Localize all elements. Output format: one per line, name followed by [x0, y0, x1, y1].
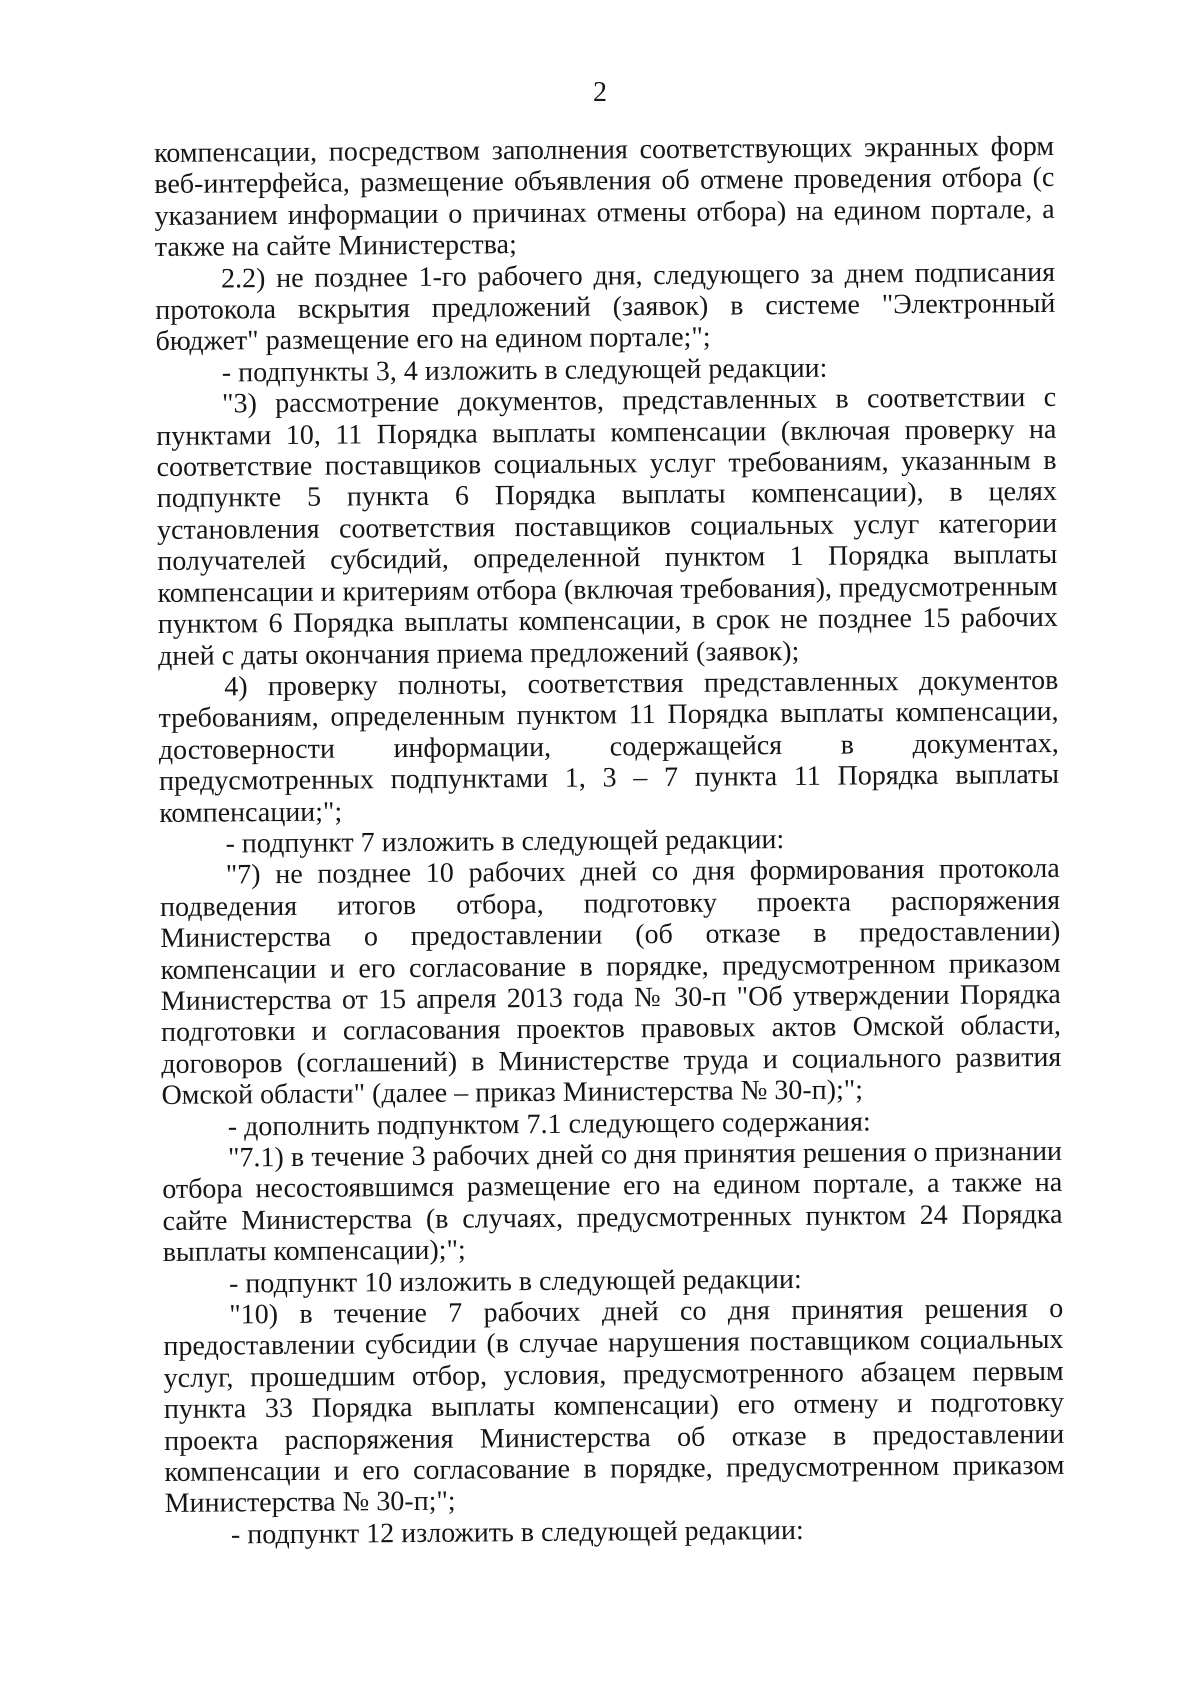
paragraph-amendment-7-1: - дополнить подпунктом 7.1 следующего содержания: [227, 1105, 871, 1143]
paragraph-amendment-3-4: - подпункты 3, 4 изложить в следующей редакции: [221, 352, 828, 389]
paragraph-item-10: "10) в течение 7 рабочих дней со дня принятия решения о предоставлении субсидии (в случае нарушения поставщиком социальных услуг, прошедшим отбор, условия, предусмотренного абзацем первым пункта 33 Порядка выплаты компенсации) его отмену и подготовку проекта распоряжения Министерства об отказе в предоставлении компенсации и его согласование в порядке, предусмотренном приказом Министерства № 30-п;"; [163, 1292, 1065, 1520]
page-number: 2 [593, 77, 607, 108]
document-body [154, 131, 1065, 1551]
paragraph-amendment-10: - подпункт 10 изложить в следующей редакции: [228, 1263, 802, 1300]
paragraph-continuation: компенсации, посредством заполнения соответствующих экранных форм веб-интерфейса, размещение объявления об отмене проведения отбора (с указанием информации о причинах отмены отбора) на едином портале, а также на сайте Министерства; [154, 130, 1055, 264]
paragraph-item-7: "7) не позднее 10 рабочих дней со дня формирования протокола подведения итогов отбора, подготовку проекта распоряжения Министерства о предоставлении (об отказе в предоставлении) компенсации и его согласование в порядке, предусмотренном приказом Министерства от 15 апреля 2013 года № 30-п "Об утверждении Порядка подготовки и согласования проектов правовых актов Омской области, договоров (соглашений) в Министерстве труда и социального развития Омской области" (далее – приказ Министерства № 30-п);"; [159, 853, 1062, 1112]
paragraph-item-3: "3) рассмотрение документов, представленных в соответствии с пунктами 10, 11 Порядка выплаты компенсации (включая проверку на соответствие поставщиков социальных услуг требованиям, указанным в подпункте 5 пункта 6 Порядка выплаты компенсации), в целях установления соответствия поставщиков социальных услуг категории получателей субсидий, определенной пунктом 1 Порядка выплаты компенсации и критериям отбора (включая требования), предусмотренным пунктом 6 Порядка выплаты компенсации, в срок не позднее 15 рабочих дней с даты окончания приема предложений (заявок); [156, 382, 1058, 672]
paragraph-amendment-12: - подпункт 12 изложить в следующей редакции: [230, 1514, 804, 1551]
paragraph-amendment-7: - подпункт 7 изложить в следующей редакции: [225, 824, 785, 860]
paragraph-item-2-2: 2.2) не позднее 1-го рабочего дня, следующего за днем подписания протокола вскрытия предложений (заявок) в системе "Электронный бюджет" размещение его на едином портале;"; [155, 256, 1056, 358]
paragraph-item-7-1: "7.1) в течение 3 рабочих дней со дня принятия решения о признании отбора несостоявшимся размещение его на едином портале, а также на сайте Министерства (в случаях, предусмотренных пунктом 24 Порядка выплаты компенсации);"; [162, 1135, 1063, 1269]
paragraph-item-4: 4) проверку полноты, соответствия представленных документов требованиям, определенным пунктом 11 Порядка выплаты компенсации, достоверности информации, содержащейся в документах, предусмотренных подпунктами 1, 3 – 7 пункта 11 Порядка выплаты компенсации;"; [158, 664, 1060, 829]
